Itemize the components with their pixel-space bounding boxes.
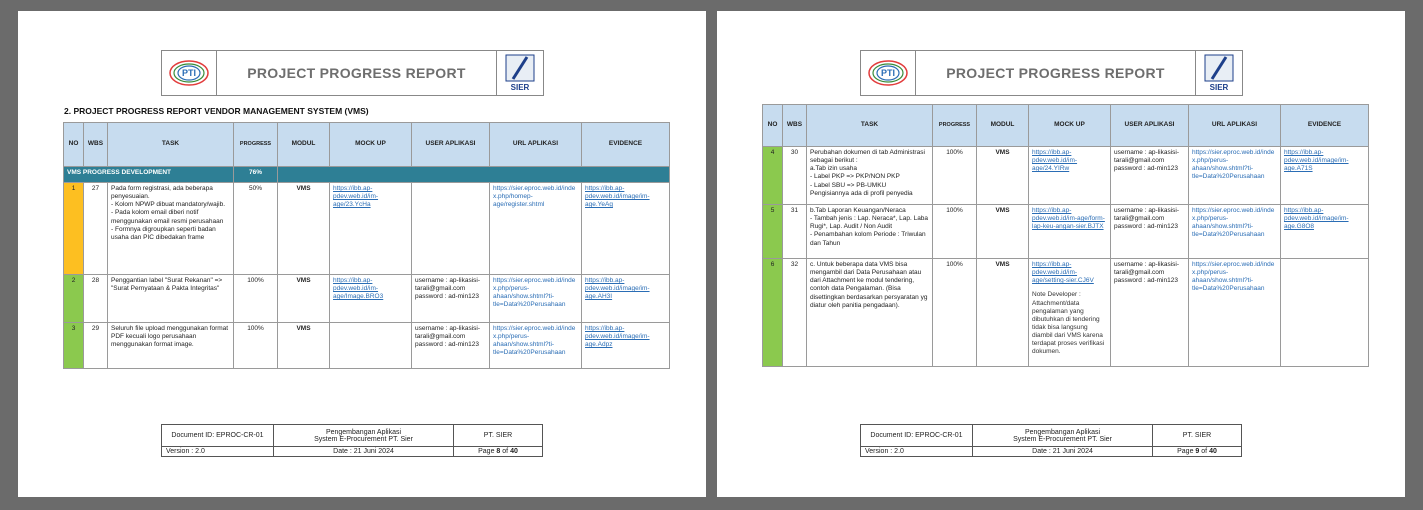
evidence-link[interactable]: https://ibb.ap-pdev.web.id/image/im-age.Adpz [585, 325, 650, 349]
table-row: 2 28 Penggantian label "Surat Rekanan" => "Surat Pernyataan & Pakta Integritas" 100% VMS https://ibb.ap-pdev.web.id/im-age/Image.BRO3 username : ap-likasisi-tarali@gmail.com password : ad-min123 https://sier.eproc.web.id/index.php/perus-ahaan/show.shtml?ti-tle=Data%20Perusahaan https://ibb.ap-pdev.web.id/image/im-age.AH3I [64, 275, 670, 323]
url-link[interactable]: https://sier.eproc.web.id/index.php/perus-ahaan/show.shtml?ti-tle=Data%20Perusahaan [493, 325, 576, 357]
svg-text:SIER: SIER [510, 83, 530, 92]
task-cell: b.Tab Laporan Keuangan/Neraca - Tambah jenis : Lap. Neraca*, Lap. Laba Rugi*, Lap. Audit / Non Audit - Penambahan kolom Periode : Triwulan dan Tahun [807, 205, 933, 259]
col-task: TASK [807, 105, 933, 147]
svg-text:PTI: PTI [880, 68, 896, 78]
svg-text:PTI: PTI [181, 68, 197, 78]
vms-progress-value: 76% [234, 167, 278, 183]
mockup-link[interactable]: https://ibb.ap-pdev.web.id/im-age/form-lap-keu-angan-sier.BJTX [1032, 207, 1105, 231]
progress-table [63, 122, 670, 369]
task-cell: Pada form registrasi, ada beberapa penyesuaian. - Kolom NPWP dibuat mandatory/wajib. - Pada kolom email diberi notif menggunakan email resmi perusahaan - Formnya digroupkan seperti badan usaha dan PIC dibedakan frame [108, 183, 234, 275]
evidence-link[interactable]: https://ibb.ap-pdev.web.id/image/im-age.A71S [1284, 149, 1349, 173]
col-url: URL APLIKASI [490, 123, 582, 167]
footer-page: Page 8 of 40 [454, 447, 543, 457]
col-evidence: EVIDENCE [1281, 105, 1369, 147]
url-link[interactable]: https://sier.eproc.web.id/index.php/perus-ahaan/show.shtml?ti-tle=Data%20Perusahaan [1192, 207, 1275, 239]
pti-logo [162, 51, 217, 95]
task-cell: c. Untuk beberapa data VMS bisa mengambil dari Data Perusahaan atau dari Attachment ke modul tendering, contoh data Pengalaman. (Bisa disettingkan berdasarkan persyaratan yg diatur oleh panitia pengadaan). [807, 259, 933, 367]
mockup-link[interactable]: https://ibb.ap-pdev.web.id/im-age/24.YIRw [1032, 149, 1078, 173]
task-cell: Seluruh file upload menggunakan format PDF kecuali logo perusahaan menggunakan format image. [108, 323, 234, 369]
footer-project: Pengembangan Aplikasi System E-Procurement PT. Sier [973, 425, 1153, 447]
url-link[interactable]: https://sier.eproc.web.id/index.php/perus-ahaan/show.shtml?ti-tle=Data%20Perusahaan [493, 277, 576, 309]
col-mockup: MOCK UP [1029, 105, 1111, 147]
col-wbs: WBS [783, 105, 807, 147]
report-header [161, 50, 544, 96]
svg-text:SIER: SIER [1209, 83, 1229, 92]
vms-progress-row [64, 167, 670, 183]
col-url: URL APLIKASI [1189, 105, 1281, 147]
pti-logo [861, 51, 916, 95]
col-no: NO [64, 123, 84, 167]
footer-version: Version : 2.0 [861, 447, 973, 457]
url-link[interactable]: https://sier.eproc.web.id/index.php/perus-ahaan/show.shtml?ti-tle=Data%20Perusahaan [1192, 149, 1275, 181]
url-link[interactable]: https://sier.eproc.web.id/index.php/homep-age/register.shtml [493, 185, 576, 209]
section-title: 2. PROJECT PROGRESS REPORT VENDOR MANAGEMENT SYSTEM (VMS) [64, 106, 369, 116]
footer-doc-id: Document ID: EPROC-CR-01 [861, 425, 973, 447]
document-footer [860, 424, 1242, 457]
footer-version: Version : 2.0 [162, 447, 274, 457]
vms-progress-label: VMS PROGRESS DEVELOPMENT [64, 167, 234, 183]
col-modul: MODUL [278, 123, 330, 167]
url-link[interactable]: https://sier.eproc.web.id/index.php/perus-ahaan/show.shtml?ti-tle=Data%20Perusahaan [1192, 261, 1275, 293]
table-row: 5 31 b.Tab Laporan Keuangan/Neraca - Tambah jenis : Lap. Neraca*, Lap. Laba Rugi*, Lap. Audit / Non Audit - Penambahan kolom Periode : Triwulan dan Tahun 100% VMS https://ibb.ap-pdev.web.id/im-age/form-lap-keu-angan-sier.BJTX username : ap-likasisi-tarali@gmail.com password : ad-min123 https://sier.eproc.web.id/index.php/perus-ahaan/show.shtml?ti-tle=Data%20Perusahaan https://ibb.ap-pdev.web.id/image/im-age.G8O8 [763, 205, 1369, 259]
col-user: USER APLIKASI [1111, 105, 1189, 147]
col-evidence: EVIDENCE [582, 123, 670, 167]
col-modul: MODUL [977, 105, 1029, 147]
col-mockup: MOCK UP [330, 123, 412, 167]
col-no: NO [763, 105, 783, 147]
mockup-link[interactable]: https://ibb.ap-pdev.web.id/im-age/23.YcHa [333, 185, 379, 209]
footer-doc-id: Document ID: EPROC-CR-01 [162, 425, 274, 447]
footer-page: Page 9 of 40 [1153, 447, 1242, 457]
table-row: 3 29 Seluruh file upload menggunakan format PDF kecuali logo perusahaan menggunakan format image. 100% VMS username : ap-likasisi-tarali@gmail.com password : ad-min123 https://sier.eproc.web.id/index.php/perus-ahaan/show.shtml?ti-tle=Data%20Perusahaan https://ibb.ap-pdev.web.id/image/im-age.Adpz [64, 323, 670, 369]
footer-date: Date : 21 Juni 2024 [973, 447, 1153, 457]
table-header-row [763, 105, 1369, 147]
sier-logo [1195, 51, 1242, 95]
evidence-link[interactable]: https://ibb.ap-pdev.web.id/image/im-age.G8O8 [1284, 207, 1349, 231]
report-title: PROJECT PROGRESS REPORT [946, 65, 1165, 81]
task-cell: Penggantian label "Surat Rekanan" => "Surat Pernyataan & Pakta Integritas" [108, 275, 234, 323]
table-header-row [64, 123, 670, 167]
col-progress: PROGRESS [234, 123, 278, 167]
evidence-link[interactable]: https://ibb.ap-pdev.web.id/image/im-age.YeAg [585, 185, 650, 209]
developer-note: Note Developer : Attachment/data pengalaman yang dibutuhkan di tendering tidak bisa langsung diambil dari VMS karena terdapat proses verifikasi dokumen. [1032, 291, 1105, 356]
col-progress: PROGRESS [933, 105, 977, 147]
col-user: USER APLIKASI [412, 123, 490, 167]
sier-logo [496, 51, 543, 95]
evidence-link[interactable]: https://ibb.ap-pdev.web.id/image/im-age.AH3I [585, 277, 650, 301]
report-header [860, 50, 1243, 96]
footer-company: PT. SIER [454, 425, 543, 447]
task-cell: Perubahan dokumen di tab Administrasi sebagai berikut : a.Tab izin usaha - Label PKP => PKP/NON PKP - Label SBU => PB-UMKU Pengisiannya ada di profil penyedia [807, 147, 933, 205]
mockup-link[interactable]: https://ibb.ap-pdev.web.id/im-age/setting-sier.CJ6V [1032, 261, 1094, 285]
footer-project: Pengembangan Aplikasi System E-Procurement PT. Sier [274, 425, 454, 447]
report-page-8 [18, 11, 706, 497]
col-wbs: WBS [84, 123, 108, 167]
table-row: 6 32 c. Untuk beberapa data VMS bisa mengambil dari Data Perusahaan atau dari Attachment ke modul tendering, contoh data Pengalaman. (Bisa disettingkan berdasarkan persyaratan yg diatur oleh panitia pengadaan). 100% VMS https://ibb.ap-pdev.web.id/im-age/setting-sier.CJ6V Note Developer : Attachment/data pengalaman yang dibutuhkan di tendering tidak bisa langsung diambil dari VMS karena terdapat proses verifikasi dokumen. username : ap-likasisi-tarali@gmail.com password : ad-min123 https://sier.eproc.web.id/index.php/perus-ahaan/show.shtml?ti-tle=Data%20Perusahaan [763, 259, 1369, 367]
table-row: 4 30 Perubahan dokumen di tab Administrasi sebagai berikut : a.Tab izin usaha - Label PKP => PKP/NON PKP - Label SBU => PB-UMKU Pengisiannya ada di profil penyedia 100% VMS https://ibb.ap-pdev.web.id/im-age/24.YIRw username : ap-likasisi-tarali@gmail.com password : ad-min123 https://sier.eproc.web.id/index.php/perus-ahaan/show.shtml?ti-tle=Data%20Perusahaan https://ibb.ap-pdev.web.id/image/im-age.A71S [763, 147, 1369, 205]
col-task: TASK [108, 123, 234, 167]
report-title: PROJECT PROGRESS REPORT [247, 65, 466, 81]
footer-company: PT. SIER [1153, 425, 1242, 447]
mockup-link[interactable]: https://ibb.ap-pdev.web.id/im-age/Image.BRO3 [333, 277, 384, 301]
table-row: 1 27 Pada form registrasi, ada beberapa penyesuaian. - Kolom NPWP dibuat mandatory/wajib. - Pada kolom email diberi notif menggunakan email resmi perusahaan - Formnya digroupkan seperti badan usaha dan PIC dibedakan frame 50% VMS https://ibb.ap-pdev.web.id/im-age/23.YcHa https://sier.eproc.web.id/index.php/homep-age/register.shtml https://ibb.ap-pdev.web.id/image/im-age.YeAg [64, 183, 670, 275]
report-page-9 [717, 11, 1405, 497]
footer-date: Date : 21 Juni 2024 [274, 447, 454, 457]
progress-table [762, 104, 1369, 367]
document-footer [161, 424, 543, 457]
